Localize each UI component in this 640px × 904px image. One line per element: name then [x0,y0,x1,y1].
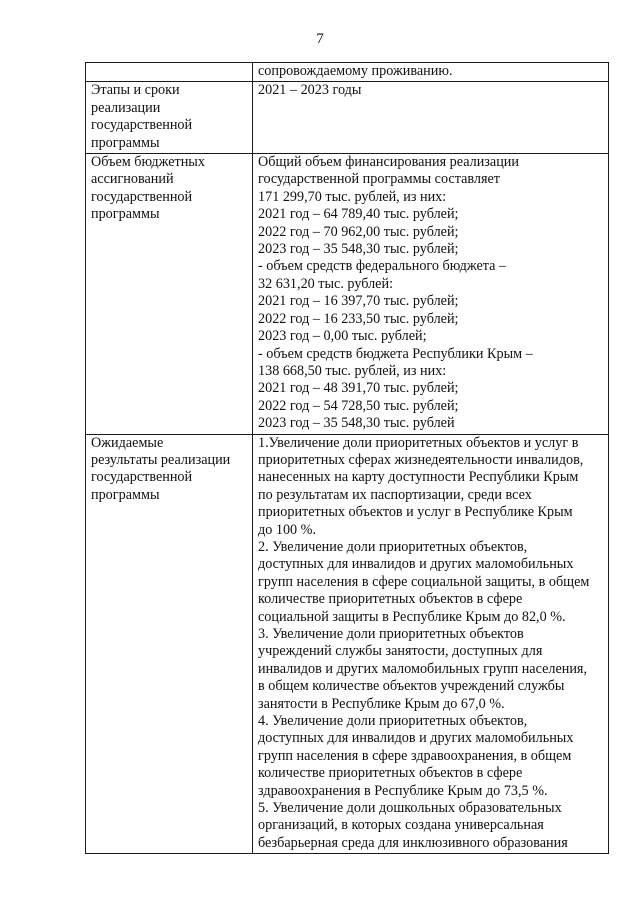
content-line: здравоохранения в Республике Крым до 73,5 %. [258,782,548,799]
content-line: 3. Увеличение доли приоритетных объектов [258,626,524,642]
content-line: 2023 год – 35 548,30 тыс. рублей [258,415,455,432]
table-label-cell [86,154,253,435]
label-line: государственной [91,117,193,134]
content-line: 2023 год – 35 548,30 тыс. рублей; [258,241,459,258]
content-line: 32 631,20 тыс. рублей: [258,275,394,292]
content-line: до 100 %. [258,521,317,538]
content-line: по результатам их паспортизации, среди всех [258,486,532,503]
label-line: государственной [91,469,193,486]
program-passport-table [85,62,609,854]
label-line: результаты реализации [91,451,231,468]
content-line: - объем средств федерального бюджета – [258,258,507,275]
page-number: 7 [316,31,324,47]
table-content-cell [253,82,609,154]
content-line: занятости в Республике Крым до 67,0 %. [258,695,505,712]
content-line: нанесенных на карту доступности Республики Крым [258,469,579,486]
content-line: 2021 – 2023 годы [258,82,362,99]
content-line: 2022 год – 70 962,00 тыс. рублей; [258,223,459,240]
table-content-cell [253,63,609,82]
label-line: реализации [91,99,161,116]
content-line: 2021 год – 48 391,70 тыс. рублей; [258,380,459,397]
table-row-continuation [86,63,609,82]
table-content-cell [253,154,609,435]
content-line: 2023 год – 0,00 тыс. рублей; [258,328,427,345]
table-label-cell [86,434,253,854]
content-line: количестве приоритетных объектов в сфере [258,591,523,608]
content-line: 171 299,70 тыс. рублей, из них: [258,188,447,205]
content-line: 4. Увеличение доли приоритетных объектов, [258,713,528,730]
content-line: доступных для инвалидов и других маломобильных [258,556,574,573]
label-line: Ожидаемые [91,434,164,451]
continuation-text: сопровождаемому проживанию. [258,63,453,79]
content-line: приоритетных сферах жизнедеятельности инвалидов, [258,451,584,468]
content-line: количестве приоритетных объектов в сфере [258,765,523,782]
content-line: - объем средств бюджета Республики Крым – [258,345,533,362]
content-line: 138 668,50 тыс. рублей, из них: [258,362,447,379]
content-line: 2021 год – 64 789,40 тыс. рублей; [258,206,459,223]
content-line: государственной программы составляет [258,171,501,188]
table-label-cell [86,82,253,154]
table-row-stages [86,82,609,154]
content-line: 2. Увеличение доли приоритетных объектов, [258,538,528,555]
content-line: 5. Увеличение доли дошкольных образовательных [258,800,562,817]
content-line: Общий объем финансирования реализации [258,154,519,171]
label-line: программы [91,134,160,151]
content-line: 2021 год – 16 397,70 тыс. рублей; [258,293,459,310]
content-line: организаций, в которых создана универсальная [258,817,544,834]
content-line: групп населения в сфере здравоохранения, в общем [258,747,572,764]
label-line: программы [91,206,160,223]
label-line: Объем бюджетных [91,154,205,171]
content-line: доступных для инвалидов и других маломобильных [258,730,574,747]
content-line: социальной защиты в Республике Крым до 82,0 %. [258,608,566,625]
content-line: инвалидов и других маломобильных групп населения, [258,660,588,677]
content-line: приоритетных объектов и услуг в Республике Крым [258,504,573,521]
content-line: безбарьерная среда для инклюзивного образования [258,834,568,851]
table-row-budget [86,154,609,435]
content-line: 2022 год – 54 728,50 тыс. рублей; [258,397,459,414]
label-line: государственной [91,188,193,205]
label-line: программы [91,486,160,503]
label-line: Этапы и сроки [91,82,180,99]
content-line: 2022 год – 16 233,50 тыс. рублей; [258,310,459,327]
content-line: 1.Увеличение доли приоритетных объектов и услуг в [258,434,579,451]
label-line: ассигнований [91,171,174,188]
table-label-cell [86,63,253,82]
content-line: групп населения в сфере социальной защиты, в общем [258,573,590,590]
table-content-cell [253,434,609,854]
table-row-expected-results [86,434,609,854]
content-line: в общем количестве объектов учреждений службы [258,678,565,695]
content-line: учреждений службы занятости, доступных для [258,643,543,660]
